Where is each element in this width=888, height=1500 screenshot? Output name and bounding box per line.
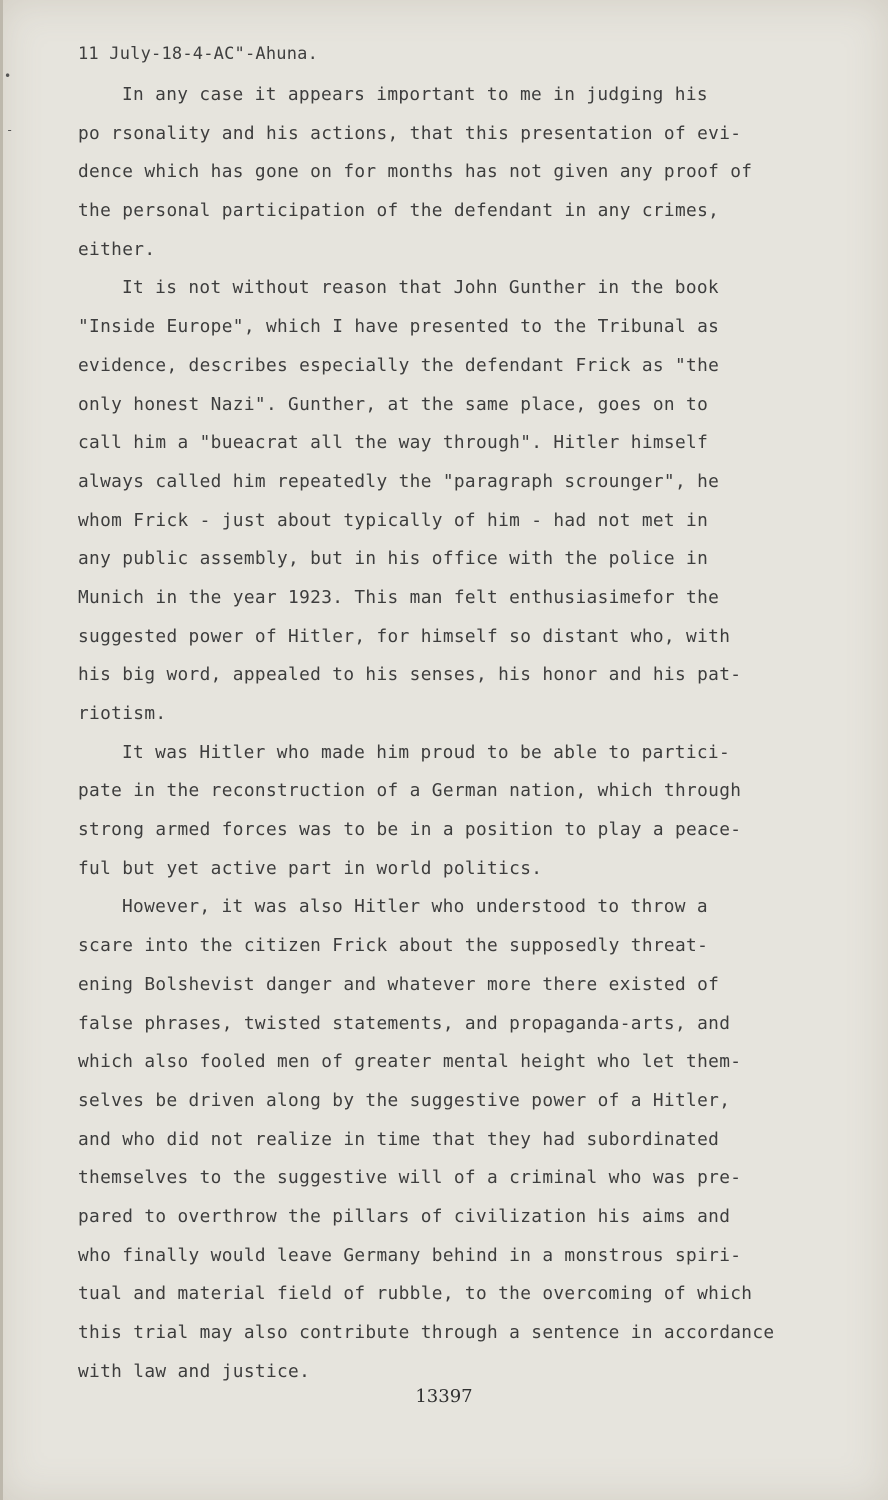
text-line: ful but yet active part in world politics. (78, 857, 543, 879)
text-line: call him a "bueacrat all the way through". Hitler himself (78, 432, 709, 454)
text-line: any public assembly, but in his office with the police in (78, 548, 709, 570)
text-line: It was Hitler who made him proud to be able to partici- (122, 741, 731, 763)
text-line: with law and justice. (78, 1360, 311, 1382)
text-line: strong armed forces was to be in a position to play a peace- (78, 819, 742, 841)
text-line: riotism. (78, 703, 167, 724)
text-line: "Inside Europe", which I have presented to the Tribunal as (78, 316, 720, 338)
text-line: false phrases, twisted statements, and propaganda-arts, and (78, 1012, 731, 1034)
text-line: the personal participation of the defendant in any crimes, (78, 200, 720, 222)
page-number: 13397 (415, 1386, 473, 1407)
document-header: 11 July-18-4-AC"-Ahuna. (78, 44, 319, 64)
margin-mark: - (6, 123, 14, 137)
text-line: themselves to the suggestive will of a criminal who was pre- (78, 1167, 742, 1189)
text-line: ening Bolshevist danger and whatever more there existed of (78, 973, 720, 995)
document-body (78, 76, 808, 1391)
text-line: who finally would leave Germany behind in a monstrous spiri- (78, 1244, 742, 1266)
text-line: pate in the reconstruction of a German nation, which through (78, 780, 742, 802)
text-line: only honest Nazi". Gunther, at the same place, goes on to (78, 393, 709, 415)
text-line: dence which has gone on for months has not given any proof of (78, 161, 753, 183)
text-line: this trial may also contribute through a sentence in accordance (78, 1322, 775, 1343)
text-line: always called him repeatedly the "paragraph scrounger", he (78, 470, 720, 492)
text-line: However, it was also Hitler who understood to throw a (122, 896, 708, 918)
text-line: evidence, describes especially the defendant Frick as "the (78, 354, 720, 376)
text-line: scare into the citizen Frick about the supposedly threat- (78, 935, 709, 957)
text-line: pared to overthrow the pillars of civilization his aims and (78, 1205, 731, 1227)
margin-mark: • (4, 69, 12, 83)
text-line: and who did not realize in time that they had subordinated (78, 1128, 720, 1150)
text-line: It is not without reason that John Gunther in the book (122, 277, 719, 299)
text-line: tual and material field of rubble, to the overcoming of which (78, 1283, 753, 1305)
text-line: In any case it appears important to me in judging his (122, 84, 708, 105)
text-line: po rsonality and his actions, that this presentation of evi- (78, 122, 742, 144)
text-line: either. (78, 238, 156, 260)
text-line: Munich in the year 1923. This man felt enthusiasimefor the (78, 586, 720, 608)
text-line: selves be driven along by the suggestive power of a Hitler, (78, 1089, 731, 1111)
text-line: which also fooled men of greater mental height who let them- (78, 1051, 742, 1073)
text-line: whom Frick - just about typically of him - had not met in (78, 509, 709, 531)
page-edge (0, 0, 3, 1500)
text-line: his big word, appealed to his senses, his honor and his pat- (78, 664, 742, 686)
text-line: suggested power of Hitler, for himself so distant who, with (78, 625, 731, 647)
